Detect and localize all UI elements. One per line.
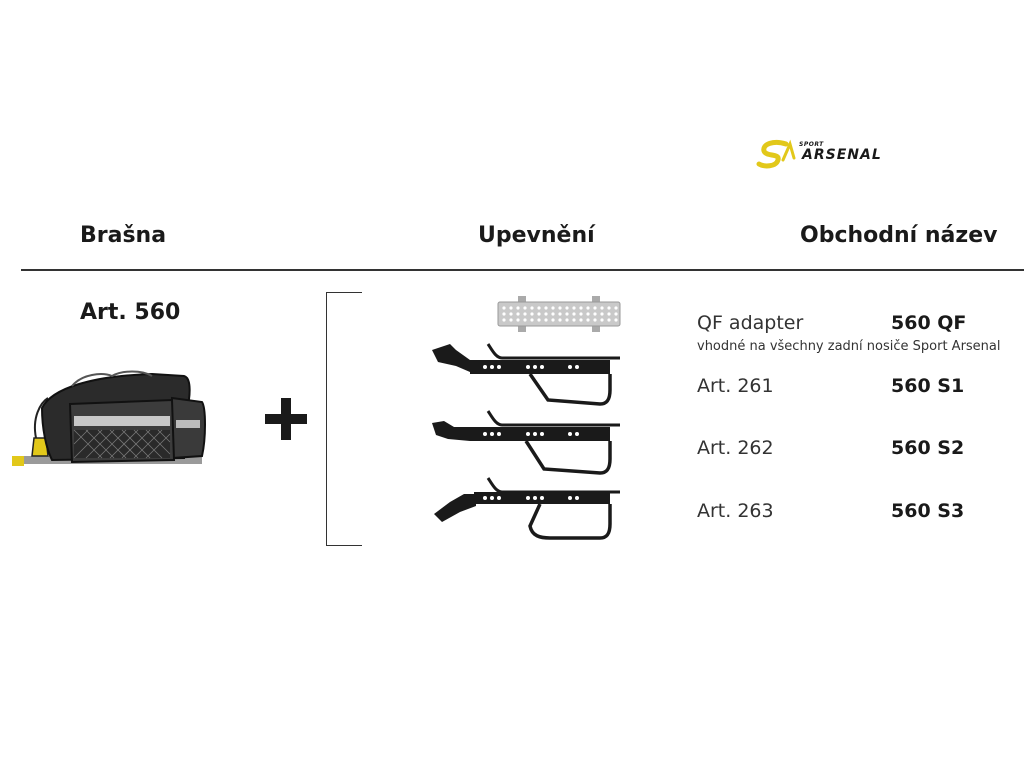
- row-262-name: Art. 262: [697, 437, 774, 459]
- product-article: Art. 560: [80, 300, 181, 325]
- row-261-code: 560 S1: [891, 375, 965, 397]
- row-263-name: Art. 263: [697, 500, 774, 522]
- row-qf-name: QF adapter: [697, 312, 804, 334]
- qf-adapter-plate-icon: [496, 296, 622, 332]
- bag-illustration: [12, 368, 218, 470]
- mounting-bracket-line: [326, 292, 362, 546]
- row-262-code: 560 S2: [891, 437, 965, 459]
- row-qf-code: 560 QF: [891, 312, 967, 334]
- header-divider: [21, 269, 1024, 271]
- rack-263-icon: [430, 472, 624, 544]
- row-263-code: 560 S3: [891, 500, 965, 522]
- plus-icon: [265, 398, 307, 440]
- logo-brand-text: ARSENAL: [802, 147, 882, 163]
- logo-sport-text: SPORT: [799, 141, 824, 148]
- column-header-bag: Brašna: [80, 223, 167, 248]
- rack-262-icon: [430, 405, 624, 477]
- rack-261-icon: [430, 338, 624, 410]
- logo-mark-icon: [756, 138, 800, 172]
- sport-arsenal-logo: [756, 138, 886, 172]
- column-header-mounting: Upevnění: [478, 223, 595, 248]
- row-261-name: Art. 261: [697, 375, 774, 397]
- row-qf-note: vhodné na všechny zadní nosiče Sport Arsenal: [697, 339, 1001, 354]
- column-header-trade-name: Obchodní název: [800, 223, 998, 248]
